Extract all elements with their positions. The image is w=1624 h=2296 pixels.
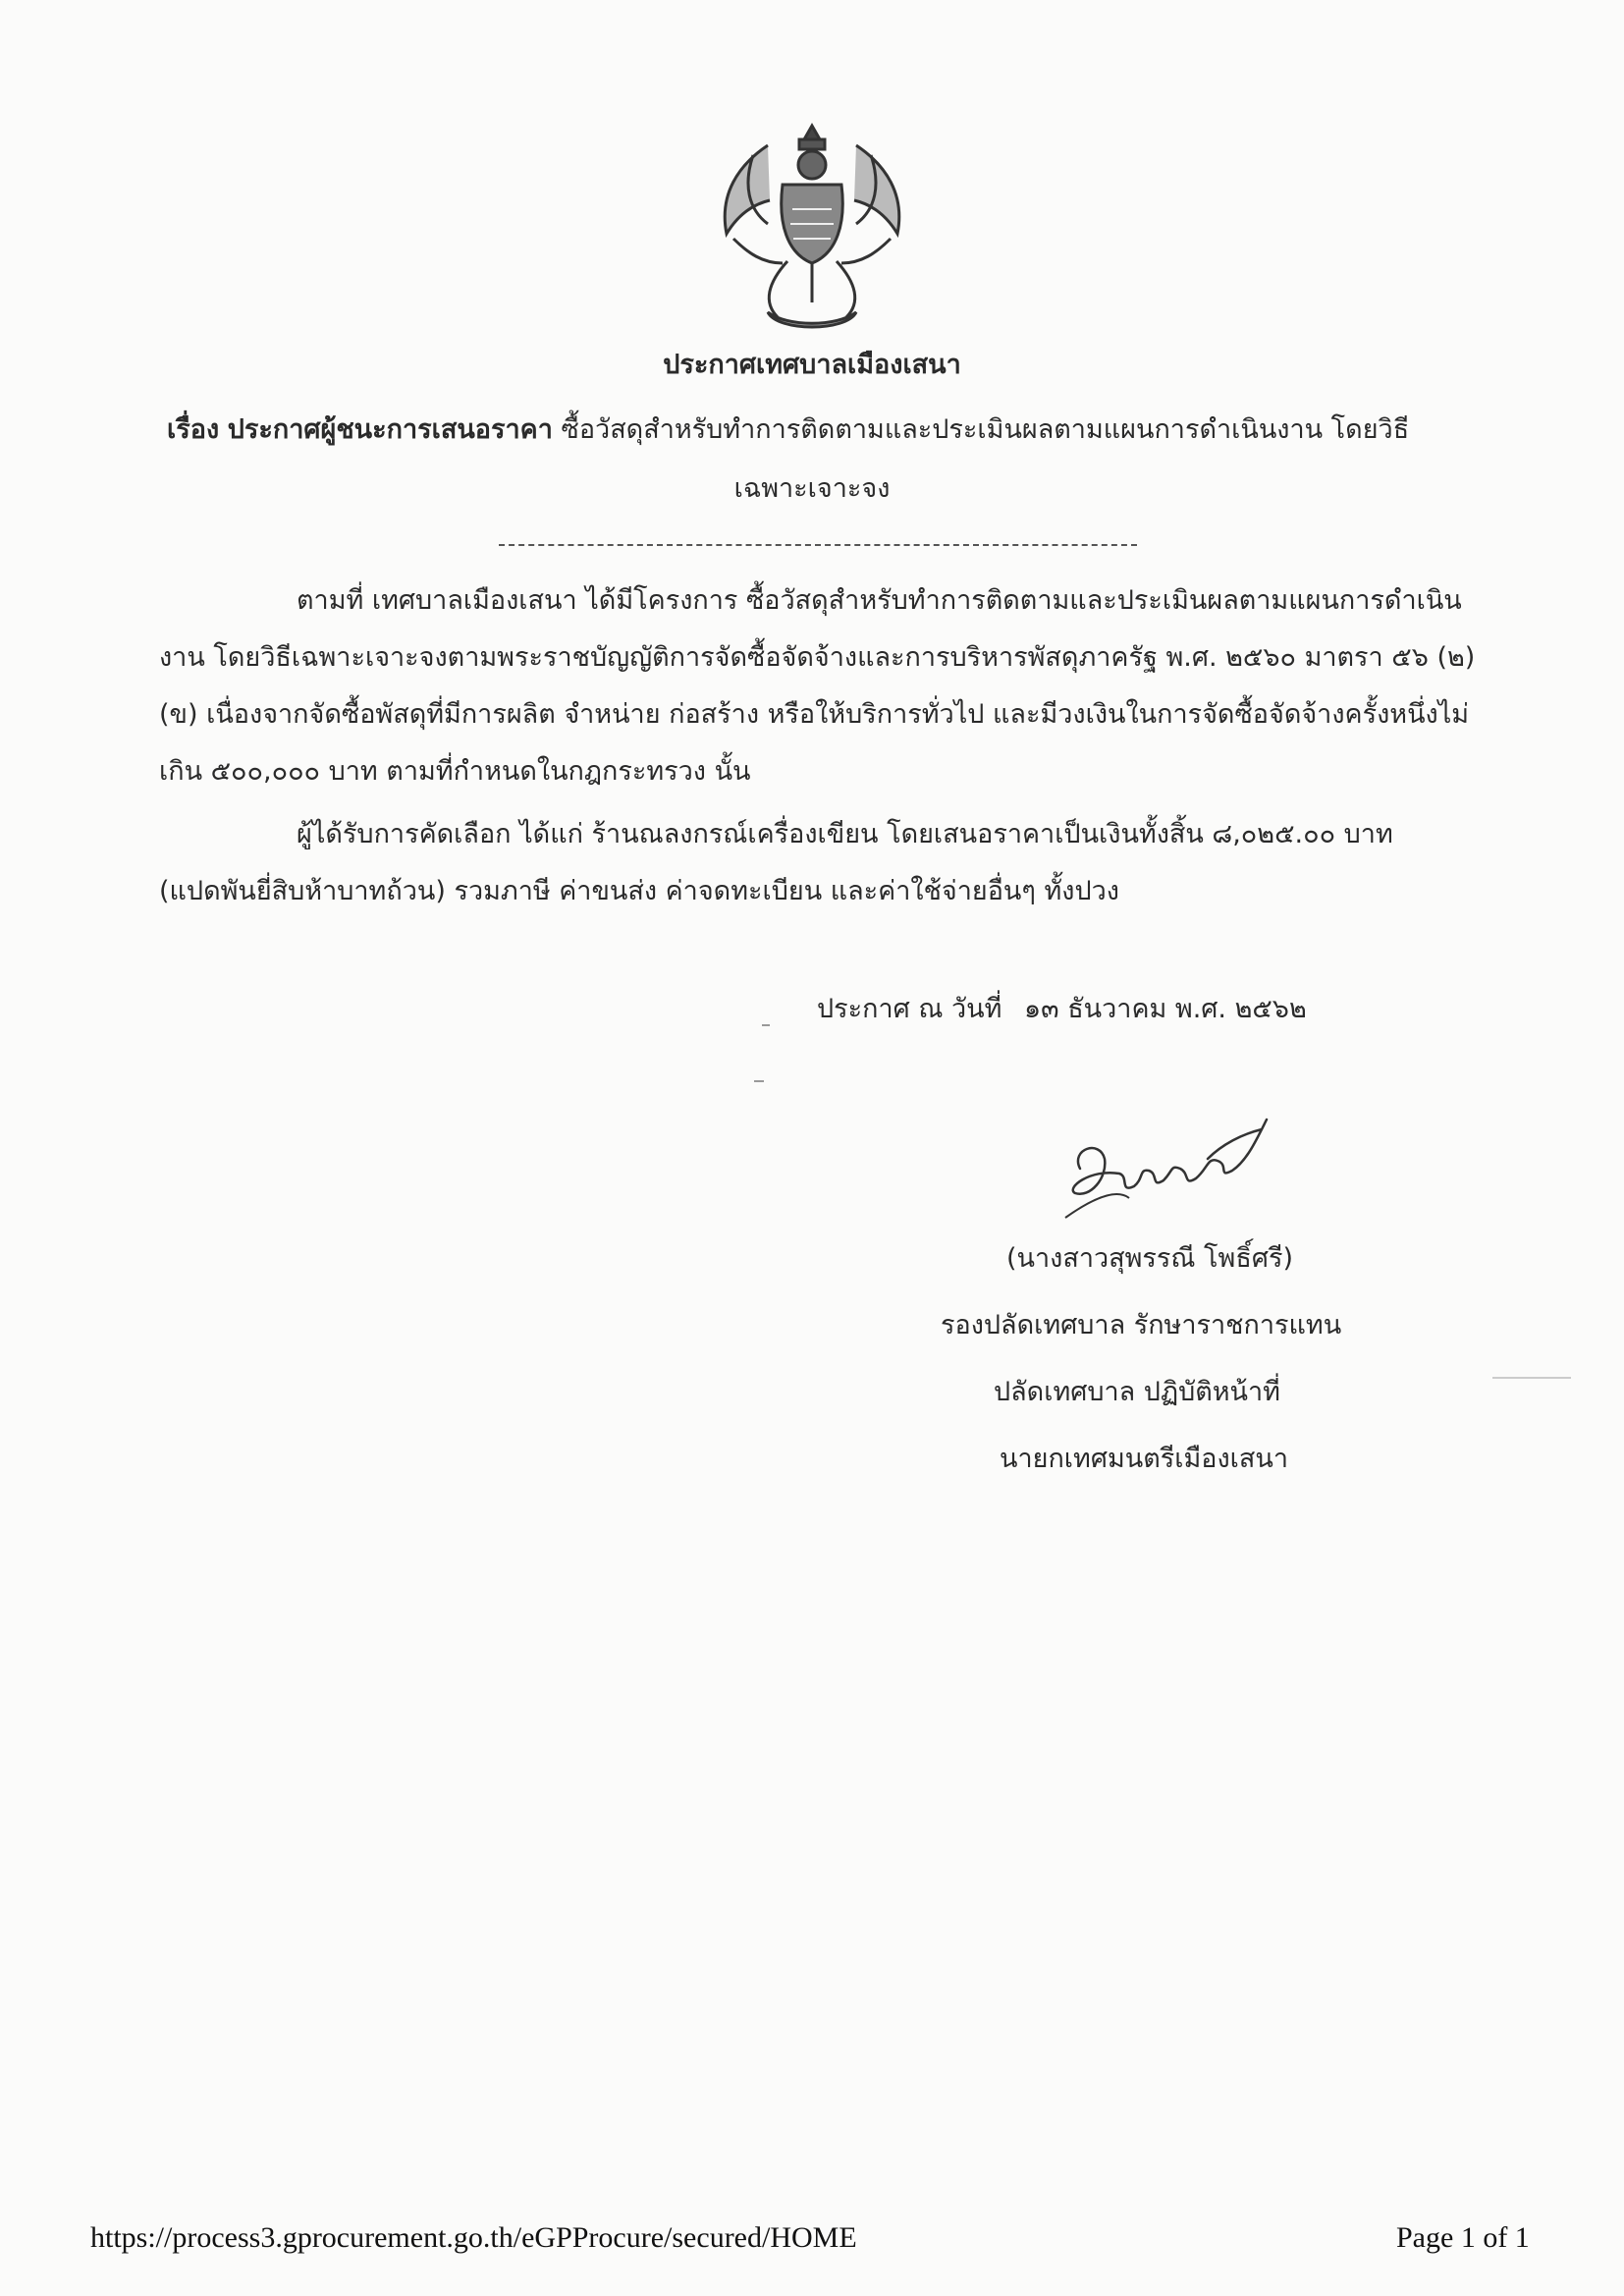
- date-value: ๑๓ ธันวาคม พ.ศ. ๒๕๖๒: [1024, 994, 1307, 1024]
- issuer-title: ประกาศเทศบาลเมืองเสนา: [663, 350, 961, 380]
- scan-mark: [1492, 1377, 1571, 1379]
- subject-label: เรื่อง: [167, 414, 220, 445]
- announcement-date: [817, 990, 1307, 1029]
- divider-line: [499, 544, 1137, 546]
- paragraph-1-line-4: เกิน ๕๐๐,๐๐๐ บาท ตามที่กำหนดในกฎกระทรวง นั้น: [159, 756, 751, 787]
- paragraph-1-line-3: (ข) เนื่องจากจัดซื้อพัสดุที่มีการผลิต จำหน่าย ก่อสร้าง หรือให้บริการทั่วไป และมีวงเงินในการจัดซื้อจัดจ้างครั้งหนึ่งไม่: [159, 699, 1470, 730]
- subject-bold: ประกาศผู้ชนะการเสนอราคา: [227, 414, 553, 445]
- signatory-title-1: รองปลัดเทศบาล รักษาราชการแทน: [941, 1310, 1342, 1340]
- signatory-title-2: ปลัดเทศบาล ปฏิบัติหน้าที่: [994, 1377, 1280, 1407]
- subject-line-2: เฉพาะเจาะจง: [733, 473, 891, 504]
- signatory-title-3: นายกเทศมนตรีเมืองเสนา: [1000, 1444, 1288, 1474]
- paragraph-1-line-2: งาน โดยวิธีเฉพาะเจาะจงตามพระราชบัญญัติการจัดซื้อจัดจ้างและการบริหารพัสดุภาครัฐ พ.ศ. ๒๕๖๐ มาตรา ๕๖ (๒): [159, 642, 1476, 673]
- footer-url: https://process3.gprocurement.go.th/eGPProcure/secured/HOME: [90, 2221, 857, 2254]
- handwritten-signature: [1060, 1100, 1276, 1228]
- paragraph-2-line-1: ผู้ได้รับการคัดเลือก ได้แก่ ร้านณลงกรณ์เครื่องเขียน โดยเสนอราคาเป็นเงินทั้งสิ้น ๘,๐๒๕.๐๐ บาท: [297, 819, 1393, 849]
- subject-line: [167, 410, 1409, 450]
- date-label: ประกาศ ณ วันที่: [817, 994, 1002, 1024]
- scan-mark: [762, 1024, 770, 1026]
- garuda-emblem-icon: [709, 116, 915, 334]
- footer-page-number: Page 1 of 1: [1396, 2221, 1530, 2254]
- paragraph-1-line-1: ตามที่ เทศบาลเมืองเสนา ได้มีโครงการ ซื้อวัสดุสำหรับทำการติดตามและประเมินผลตามแผนการดำเนิน: [297, 585, 1462, 616]
- paragraph-2-line-2: (แปดพันยี่สิบห้าบาทถ้วน) รวมภาษี ค่าขนส่ง ค่าจดทะเบียน และค่าใช้จ่ายอื่นๆ ทั้งปวง: [159, 876, 1119, 906]
- signatory-name: (นางสาวสุพรรณี โพธิ์ศรี): [1006, 1243, 1294, 1274]
- subject-rest: ซื้อวัสดุสำหรับทำการติดตามและประเมินผลตามแผนการดำเนินงาน โดยวิธี: [561, 414, 1410, 445]
- scan-mark: [754, 1080, 764, 1082]
